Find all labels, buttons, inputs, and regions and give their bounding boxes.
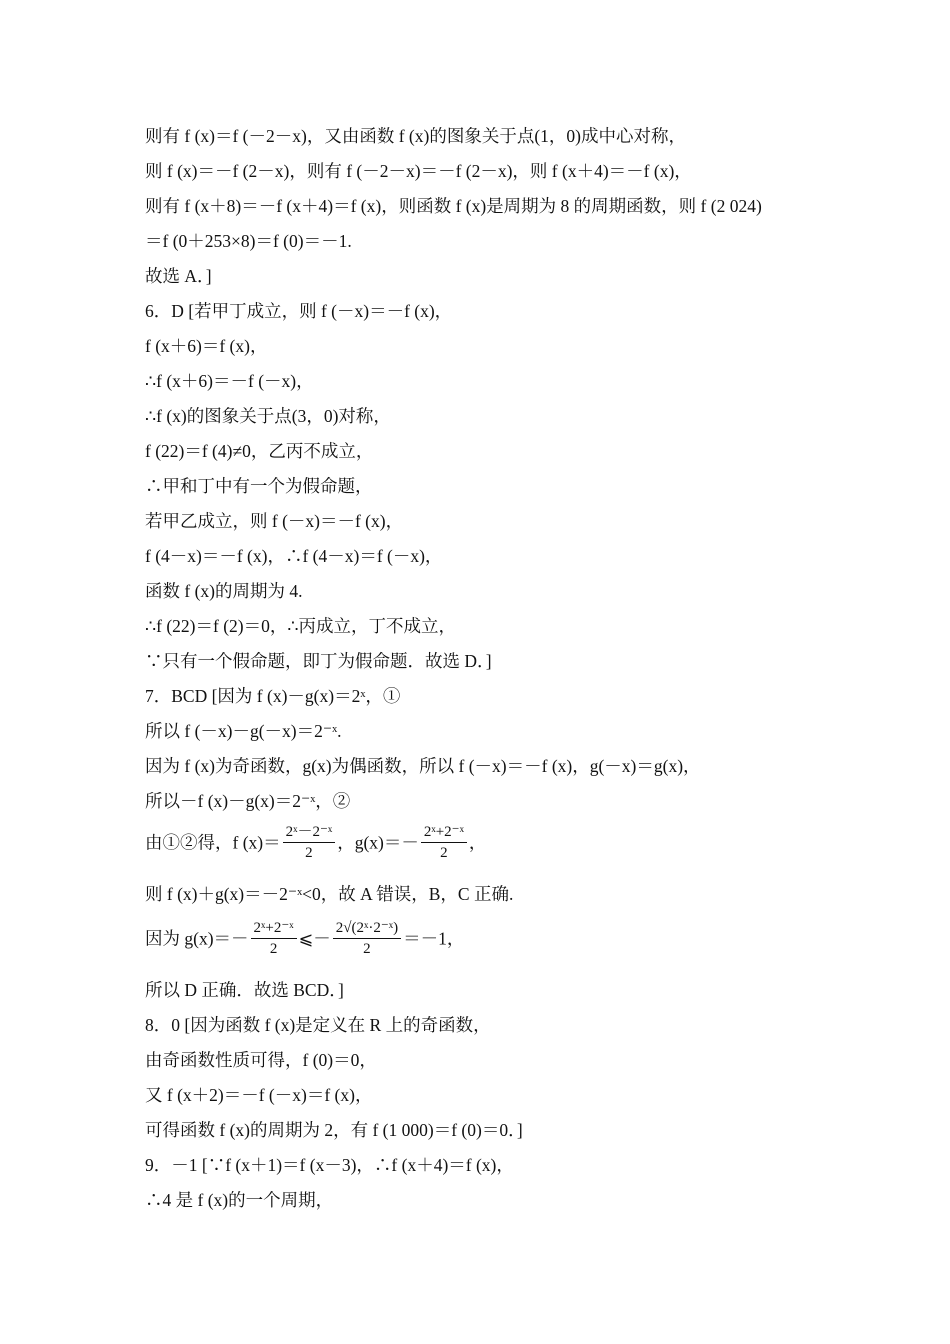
text-line: 由奇函数性质可得，f (0)＝0， [145,1050,377,1070]
text-line: ∴4 是 f (x)的一个周期， [145,1190,334,1210]
fraction [283,822,336,863]
text-line: 若甲乙成立，则 f (－x)＝－f (x)， [145,511,404,531]
text-line: f (22)＝f (4)≠0，乙丙不成立， [145,441,374,461]
text-line: 所以 f (－x)－g(－x)＝2⁻ˣ. [145,721,342,741]
fraction-denominator: 2 [440,845,448,861]
text-line: 则有 f (x＋8)＝－f (x＋4)＝f (x)，则函数 f (x)是周期为 8 的周期函数，则 f (2 024) [145,196,762,216]
equation-text: ，g(x)＝－ [337,832,419,853]
text-line: 可得函数 f (x)的周期为 2，有 f (1 000)＝f (0)＝0．] [145,1120,523,1140]
equation-text: ＝－1， [403,928,465,949]
fraction-denominator: 2 [269,941,278,957]
text-line: ∵只有一个假命题，即丁为假命题．故选 D．] [145,651,492,671]
text-line: 又 f (x＋2)＝－f (－x)＝f (x)， [145,1085,373,1105]
text-line: ∴甲和丁中有一个为假命题， [145,476,373,496]
fraction-numerator: 2ˣ－2⁻ˣ [283,822,336,843]
equation-text: ⩽－ [298,928,331,949]
text-line: 因为 f (x)为奇函数，g(x)为偶函数，所以 f (－x)＝－f (x)，g(－x)＝g(x)， [145,756,701,776]
fraction-numerator: 2√(2ˣ·2⁻ˣ) [333,918,401,939]
text-line: 故选 A．] [145,266,212,286]
text-line: ∴f (22)＝f (2)＝0，∴丙成立，丁不成立， [145,616,456,636]
text-line: 则 f (x)＋g(x)＝－2⁻ˣ<0，故 A 错误，B，C 正确. [145,884,514,904]
fraction-denominator: 2 [305,845,313,861]
text-line: ∴f (x＋6)＝－f (－x)， [145,371,314,391]
text-line: 函数 f (x)的周期为 4. [145,581,303,601]
equation-line [145,822,486,866]
text-line: 9．－1 [∵f (x＋1)＝f (x－3)，∴f (x＋4)＝f (x)， [145,1155,514,1175]
text-line: ∴f (x)的图象关于点(3，0)对称， [145,406,391,426]
equation-text: 由①②得，f (x)＝ [145,832,281,853]
text-line: 所以 D 正确．故选 BCD．] [145,980,344,1000]
text-line: 所以－f (x)－g(x)＝2⁻ˣ，② [145,791,351,811]
text-line: f (4－x)＝－f (x)，∴f (4－x)＝f (－x)， [145,546,443,566]
equation-text: 因为 g(x)＝－ [145,928,249,949]
fraction [421,822,467,863]
fraction-numerator: 2ˣ+2⁻ˣ [421,822,467,843]
fraction-numerator: 2ˣ+2⁻ˣ [251,918,297,939]
text-line: 则 f (x)＝－f (2－x)，则有 f (－2－x)＝－f (2－x)，则 f (x＋4)＝－f (x)， [145,161,692,181]
text-line: 则有 f (x)＝f (－2－x)，又由函数 f (x)的图象关于点(1，0)成中心对称， [145,126,686,146]
fraction [251,918,297,959]
fraction-denominator: 2 [363,941,371,957]
text-line: ＝f (0＋253×8)＝f (0)＝－1. [145,231,352,251]
equation-text: ， [468,832,487,853]
text-line: 7．BCD [因为 f (x)－g(x)＝2ˣ，① [145,686,401,706]
equation-line [145,918,464,962]
text-line: 6．D [若甲丁成立，则 f (－x)＝－f (x)， [145,301,453,321]
fraction [333,918,401,959]
text-line: f (x＋6)＝f (x)， [145,336,268,356]
text-line: 8．0 [因为函数 f (x)是定义在 R 上的奇函数， [145,1015,491,1035]
